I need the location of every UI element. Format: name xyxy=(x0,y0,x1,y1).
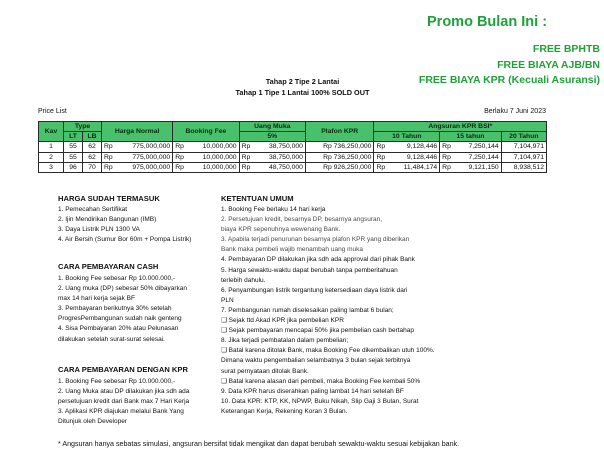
list-item: 4. Sisa Pembayaran 20% atau Pelunasan xyxy=(58,325,179,333)
col-type: Type xyxy=(64,122,102,132)
promo-list xyxy=(396,42,600,89)
list-item: Bank maka pembeli wajib menambah uang muka xyxy=(221,246,363,254)
cell-a15: 9,121,150 xyxy=(457,162,502,172)
list-item: 6. Penyambungan listrik tergantung ketersediaan daya listrik dari xyxy=(221,286,408,294)
list-item: PLN xyxy=(221,296,234,304)
list-item: 3. Aplikasi KPR diajukan melalui Bank Yang xyxy=(58,408,184,416)
cell-plafon: Rp 736,250,000 xyxy=(305,142,373,152)
cell-currency: Rp xyxy=(440,162,457,172)
promo-title: Promo Bulan Ini : xyxy=(427,14,548,30)
validity-date: Berlaku 7 Juni 2023 xyxy=(484,108,546,115)
cell-a15: 7,250,144 xyxy=(457,152,502,162)
list-item: 3. Pembayaran berikutnya 30% setelah xyxy=(58,305,172,313)
price-table xyxy=(38,121,547,173)
list-item: 5. Harga sewaktu-waktu dapat berubah tanpa pemberitahuan xyxy=(221,266,398,274)
list-item: 1. Booking Fee sebesar Rp 10.000.000,- xyxy=(58,378,176,385)
cell-a10: 11,484,174 xyxy=(391,162,440,172)
promo-item: FREE BPHTB xyxy=(532,43,600,55)
table-header-row xyxy=(39,122,547,132)
list-item: 2. Uang muka (DP) sebesar 50% dibayarkan xyxy=(58,285,187,293)
cell-dp: 48,750,000 xyxy=(256,162,305,172)
list-item: 2. Uang Muka atau DP dilakukan jika sdh ada xyxy=(58,388,190,396)
col-kav: Kav xyxy=(39,122,64,142)
cell-plafon: Rp 736,250,000 xyxy=(305,152,373,162)
list-item: 3. Daya Listrik PLN 1300 VA xyxy=(58,226,140,234)
list-item: ProgresPembangunan sudah naik genteng xyxy=(58,315,182,323)
list-item: 7. Pembangunan rumah diselesaikan paling lambat 6 bulan; xyxy=(221,306,394,314)
list-item: Ditunjuk oleh Developer xyxy=(58,418,128,426)
cell-kav: 1 xyxy=(39,142,64,152)
cell-currency: Rp xyxy=(239,152,256,162)
list-item: ❑ Batal karena ditolak Bank, maka Booking Fee dikembalikan utuh 100%. xyxy=(221,347,435,355)
list-item: 4. Air Bersih (Sumur Bor 60m + Pompa Listrik) xyxy=(58,236,192,244)
list-item: 8. Jika terjadi pembatalan dalam pembelian; xyxy=(221,337,349,345)
cell-plafon: Rp 926,250,000 xyxy=(305,162,373,172)
cell-dp: 38,750,000 xyxy=(256,142,305,152)
cell-currency: Rp xyxy=(374,152,391,162)
list-item: 9. Data KPR harus diserahkan paling lambat 14 hari setelah BF xyxy=(221,387,404,395)
cell-harga: 775,000,000 xyxy=(118,142,172,152)
cell-currency: Rp xyxy=(102,162,119,172)
pembayaran-cash-title: CARA PEMBAYARAN CASH xyxy=(58,262,159,271)
cell-currency: Rp xyxy=(374,142,391,152)
list-item: Keterangan Kerja, Rekening Koran 3 Bulan. xyxy=(221,407,348,415)
list-item: 2. Ijin Mendirikan Bangunan (IMB) xyxy=(58,216,157,224)
cell-currency: Rp xyxy=(239,142,256,152)
col-lt: LT xyxy=(64,132,83,142)
pembayaran-kpr-title: CARA PEMBAYARAN DENGAN KPR xyxy=(58,365,188,374)
cell-a10: 9,128,446 xyxy=(391,142,440,152)
cell-lt: 96 xyxy=(64,162,83,172)
cell-lb: 70 xyxy=(83,162,102,172)
cell-booking: 10,000,000 xyxy=(190,162,239,172)
cell-harga: 775,000,000 xyxy=(118,152,172,162)
cell-a10: 9,128,446 xyxy=(391,152,440,162)
cell-currency: Rp xyxy=(440,142,457,152)
cell-kav: 2 xyxy=(39,152,64,162)
cell-dp: 38,750,000 xyxy=(256,152,305,162)
list-item: persetujuan kredit dari Bank max 7 Hari Kerja xyxy=(58,398,190,406)
col-booking-fee: Booking Fee xyxy=(173,122,239,142)
col-plafon: Plafon KPR xyxy=(305,122,373,142)
table-row xyxy=(39,142,547,152)
list-item: surat pernyataan ditolak Bank. xyxy=(221,367,309,375)
cell-a15: 7,250,144 xyxy=(457,142,502,152)
harga-termasuk-title: HARGA SUDAH TERMASUK xyxy=(58,194,160,203)
col-10-tahun: 10 Tahun xyxy=(374,132,440,142)
col-lb: LB xyxy=(83,132,102,142)
cell-currency: Rp xyxy=(102,142,119,152)
col-angsuran: Angsuran KPR BSI* xyxy=(374,122,547,132)
harga-termasuk-list xyxy=(58,205,191,245)
cell-lt: 55 xyxy=(64,142,83,152)
subheading-stage-2: Tahap 2 Tipe 2 Lantai xyxy=(265,77,340,86)
list-item: 3. Apabila terjadi penurunan besarnya plafon KPR yang diberikan xyxy=(221,236,410,244)
cell-currency: Rp xyxy=(374,162,391,172)
col-20-tahun: 20 Tahun xyxy=(501,132,546,142)
list-item: biaya KPR sepenuhnya wewenang Bank. xyxy=(221,226,341,234)
promo-item: FREE BIAYA KPR (Kecuali Asuransi) xyxy=(418,74,600,86)
list-item: max 14 hari kerja sejak BF xyxy=(58,295,135,303)
pembayaran-kpr-list xyxy=(58,377,189,427)
list-item: Dimana waktu pengembalian selambatnya 3 bulan sejak terbitnya xyxy=(221,357,411,365)
cell-lb: 62 xyxy=(83,142,102,152)
list-item: terlebih dahulu. xyxy=(221,276,266,284)
cell-harga: 975,000,000 xyxy=(118,162,172,172)
list-item: ❑ Sejak pembayaran mencapai 50% jika pembelian cash bertahap xyxy=(221,327,414,335)
table-row xyxy=(39,162,547,172)
promo-item: FREE BIAYA AJB/BN xyxy=(497,58,600,71)
list-item: 1. Pemecahan Sertifikat xyxy=(58,206,128,213)
col-harga-normal: Harga Normal xyxy=(102,122,173,142)
list-item: 1. Booking Fee sebesar Rp 10.000.000,- xyxy=(58,275,176,282)
list-item: dilakukan setelah surat-surat selesai. xyxy=(58,335,165,343)
cell-currency: Rp xyxy=(239,162,256,172)
cell-kav: 3 xyxy=(39,162,64,172)
list-item: 4. Pembayaran DP dilakukan jika sdh ada approval dari pihak Bank xyxy=(221,256,415,264)
cell-booking: 10,000,000 xyxy=(190,152,239,162)
col-uang-muka-pct: 5% xyxy=(239,132,305,142)
cell-lt: 55 xyxy=(64,152,83,162)
list-item: ❑ Sejak ttd Akad KPR jika pembelian KPR xyxy=(221,317,344,325)
cell-a20: 7,104,971 xyxy=(501,152,546,162)
list-item: 10. Data KPR: KTP, KK, NPWP, Buku Nikah, Slip Gaji 3 Bulan, Surat xyxy=(221,397,419,405)
cell-a20: 8,938,512 xyxy=(501,162,546,172)
footnote: * Angsuran hanya sebatas simulasi, angsuran bersifat tidak mengikat dan dapat berubah sewaktu-waktu sesuai kebijakan bank. xyxy=(58,440,460,448)
col-15-tahun: 15 tahun xyxy=(440,132,502,142)
cell-currency: Rp xyxy=(440,152,457,162)
col-uang-muka: Uang Muka xyxy=(239,122,305,132)
cell-currency: Rp xyxy=(102,152,119,162)
ketentuan-umum-list xyxy=(221,205,435,417)
cell-a20: 7,104,971 xyxy=(501,142,546,152)
list-item: 2. Persetujuan kredit, besarnya DP, besarnya angsuran, xyxy=(221,216,383,224)
price-list-label: Price List xyxy=(38,108,67,115)
list-item: 1. Booking Fee berlaku 14 hari kerja xyxy=(221,206,326,213)
cell-currency: Rp xyxy=(173,142,190,152)
pembayaran-cash-list xyxy=(58,274,187,345)
cell-lb: 62 xyxy=(83,152,102,162)
subheading-stage-1: Tahap 1 Tipe 1 Lantai 100% SOLD OUT xyxy=(235,88,370,97)
table-row xyxy=(39,152,547,162)
cell-booking: 10,000,000 xyxy=(190,142,239,152)
cell-currency: Rp xyxy=(173,152,190,162)
cell-currency: Rp xyxy=(173,162,190,172)
ketentuan-umum-title: KETENTUAN UMUM xyxy=(221,194,294,203)
list-item: ❑ Batal karena alasan dari pembeli, maka Booking Fee kembali 50% xyxy=(221,377,421,385)
